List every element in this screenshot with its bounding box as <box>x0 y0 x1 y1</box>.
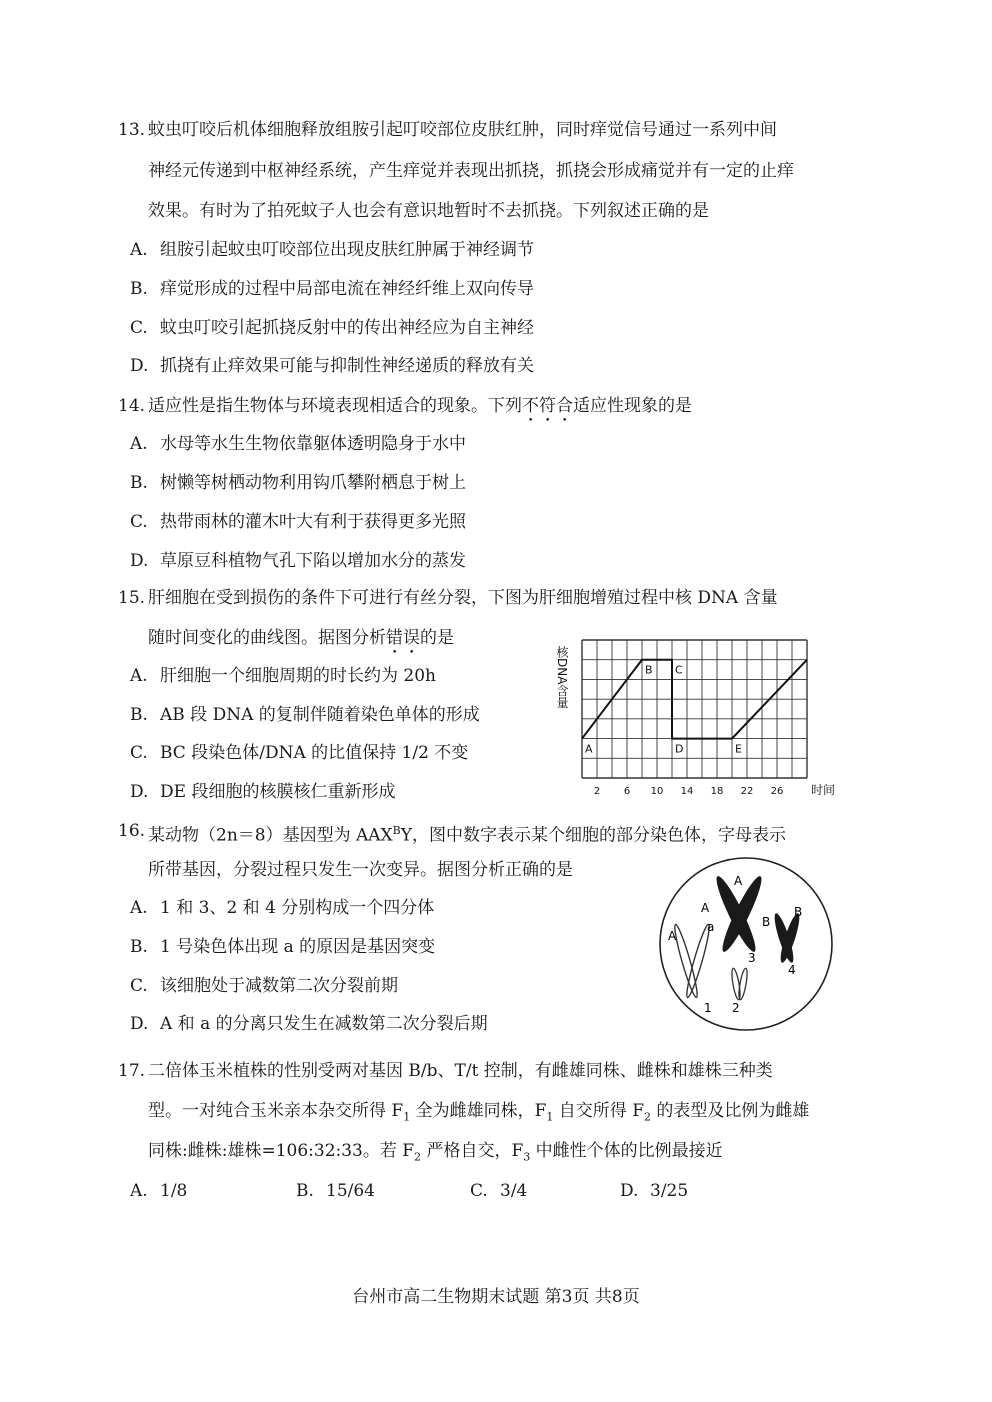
q15-number: 15. <box>118 588 146 608</box>
q14-stem: 适应性是指生物体与环境表现相适合的现象。下列不符合适应性现象的是 <box>148 396 692 416</box>
point-label-e: E <box>735 742 742 756</box>
q14-number: 14. <box>118 396 146 416</box>
q14-option-a: A. 水母等水生生物依靠躯体透明隐身于水中 <box>130 434 466 454</box>
label-gene-A-left: A <box>668 929 677 943</box>
q17-number: 17. <box>118 1061 146 1081</box>
point-label-a: A <box>585 742 593 756</box>
q17-stem-line-2: 型。一对纯合玉米亲本杂交所得 $F_1$ 全为雌雄同株，$F_1$ 自交所得 $F_2$ 的表型及比例为雌雄 <box>148 1101 810 1124</box>
q17-option-c: C. 3/4 <box>470 1181 528 1201</box>
q15-stem-line-1: 肝细胞在受到损伤的条件下可进行有丝分裂，下图为肝细胞增殖过程中核 DNA 含量 <box>148 588 778 608</box>
q13-option-b: B. 痒觉形成的过程中局部电流在神经纤维上双向传导 <box>130 279 534 299</box>
q15-option-b: B. AB 段 DNA 的复制伴随着染色单体的形成 <box>130 705 480 725</box>
point-label-b: B <box>645 663 653 677</box>
label-chromosome-2: 2 <box>732 1001 740 1015</box>
chromosome-4 <box>771 912 803 965</box>
q13-stem-line-3: 效果。有时为了拍死蚊子人也会有意识地暂时不去抓挠。下列叙述正确的是 <box>148 201 709 221</box>
label-gene-A-mid: A <box>701 901 710 915</box>
q15-option-c: C. BC 段染色体/DNA 的比值保持 1/2 不变 <box>130 743 469 763</box>
q13-option-d: D. 抓挠有止痒效果可能与抑制性神经递质的释放有关 <box>130 356 534 376</box>
page-footer: 台州市高二生物期末试题 第3页 共8页 <box>352 1287 640 1307</box>
q16-stem-line-2: 所带基因，分裂过程只发生一次变异。据图分析正确的是 <box>148 860 573 880</box>
q17-stem-line-3: 同株:雌株:雄株=106:32:33。若 $F_2$ 严格自交，$F_3$ 中雌性个体的比例最接近 <box>148 1141 723 1164</box>
chromosome-2 <box>730 968 748 1001</box>
q15-option-a: A. 肝细胞一个细胞周期的时长约为 20h <box>130 666 436 686</box>
x-tick-label: 2 <box>593 786 601 797</box>
q13-option-a: A. 组胺引起蚊虫叮咬部位出现皮肤红肿属于神经调节 <box>130 240 534 260</box>
q14-option-d: D. 草原豆科植物气孔下陷以增加水分的蒸发 <box>130 551 466 571</box>
q16-option-b: B. 1 号染色体出现 a 的原因是基因突变 <box>130 937 436 957</box>
q17-stem-line-1: 二倍体玉米植株的性别受两对基因 B/b、T/t 控制，有雌雄同株、雌株和雄株三种类 <box>148 1061 773 1081</box>
x-tick-label: 26 <box>770 786 784 797</box>
label-gene-B-right: B <box>794 905 803 919</box>
point-label-d: D <box>675 742 684 756</box>
q15-option-d: D. DE 段细胞的核膜核仁重新形成 <box>130 782 396 802</box>
label-gene-B-left: B <box>762 915 771 929</box>
q17-option-d: D. 3/25 <box>620 1181 689 1201</box>
q17-option-b: B. 15/64 <box>296 1181 375 1201</box>
dna-content-chart <box>548 632 848 802</box>
q13-stem-line-2: 神经元传递到中枢神经系统，产生痒觉并表现出抓挠，抓挠会形成痛觉并有一定的止痒 <box>148 161 794 181</box>
label-chromosome-1: 1 <box>704 1001 712 1015</box>
label-gene-a: a <box>707 920 715 934</box>
q13-option-c: C. 蚊虫叮咬引起抓挠反射中的传出神经应为自主神经 <box>130 318 534 338</box>
q17-option-a: A. 1/8 <box>130 1181 188 1201</box>
q16-option-d: D. A 和 a 的分离只发生在减数第二次分裂后期 <box>130 1014 488 1034</box>
q16-option-a: A. 1 和 3、2 和 4 分别构成一个四分体 <box>130 898 435 918</box>
cell-chromosome-diagram <box>656 854 836 1034</box>
x-axis-label: 时间 <box>811 783 836 797</box>
q16-stem-line-1: 某动物（2n＝8）基因型为 $AAX^BY$，图中数字表示某个细胞的部分染色体，字母表示 <box>148 824 786 846</box>
q14-option-b: B. 树懒等树栖动物利用钩爪攀附栖息于树上 <box>130 473 466 493</box>
q16-number: 16. <box>118 821 146 841</box>
q13-stem-line-1: 蚊虫叮咬后机体细胞释放组胺引起叮咬部位皮肤红肿，同时痒觉信号通过一系列中间 <box>148 120 777 140</box>
q15-stem-line-2: 随时间变化的曲线图。据图分析错误的是 <box>148 628 454 648</box>
label-gene-A-top: A <box>734 874 743 888</box>
q13-number: 13. <box>118 120 146 140</box>
x-tick-label: 14 <box>680 786 694 797</box>
label-chromosome-3: 3 <box>748 951 756 965</box>
x-tick-label: 6 <box>623 786 631 797</box>
q14-option-c: C. 热带雨林的灌木叶大有利于获得更多光照 <box>130 512 466 532</box>
label-chromosome-4: 4 <box>788 963 796 977</box>
y-axis-label: 核DNA含量 <box>555 646 569 709</box>
point-label-c: C <box>675 663 683 677</box>
x-tick-label: 22 <box>740 786 754 797</box>
chromosome-1 <box>672 923 713 998</box>
x-tick-label: 18 <box>710 786 724 797</box>
x-tick-label: 10 <box>650 786 664 797</box>
q16-option-c: C. 该细胞处于减数第二次分裂前期 <box>130 976 398 996</box>
